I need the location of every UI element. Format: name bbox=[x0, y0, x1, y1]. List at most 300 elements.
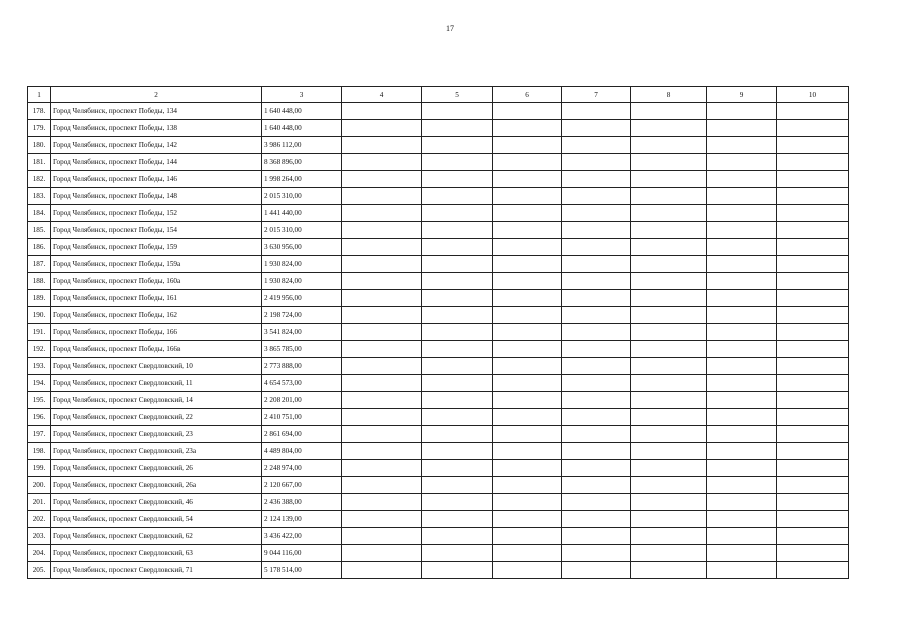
empty-cell bbox=[777, 477, 849, 494]
empty-cell bbox=[631, 120, 707, 137]
empty-cell bbox=[707, 171, 777, 188]
empty-cell bbox=[342, 171, 422, 188]
empty-cell bbox=[422, 562, 493, 579]
empty-cell bbox=[493, 222, 562, 239]
empty-cell bbox=[342, 511, 422, 528]
address-cell: Город Челябинск, проспект Свердловский, 14 bbox=[51, 392, 262, 409]
empty-cell bbox=[422, 494, 493, 511]
empty-cell bbox=[562, 103, 631, 120]
empty-cell bbox=[562, 256, 631, 273]
table-row bbox=[28, 307, 849, 324]
amount-cell: 2 773 888,00 bbox=[262, 358, 342, 375]
empty-cell bbox=[777, 137, 849, 154]
empty-cell bbox=[707, 528, 777, 545]
address-cell: Город Челябинск, проспект Победы, 146 bbox=[51, 171, 262, 188]
empty-cell bbox=[631, 341, 707, 358]
address-cell: Город Челябинск, проспект Свердловский, 54 bbox=[51, 511, 262, 528]
amount-cell: 1 441 440,00 bbox=[262, 205, 342, 222]
empty-cell bbox=[631, 171, 707, 188]
empty-cell bbox=[422, 392, 493, 409]
empty-cell bbox=[342, 358, 422, 375]
empty-cell bbox=[342, 307, 422, 324]
row-number: 183. bbox=[28, 188, 51, 205]
empty-cell bbox=[707, 205, 777, 222]
empty-cell bbox=[493, 273, 562, 290]
row-number: 186. bbox=[28, 239, 51, 256]
address-cell: Город Челябинск, проспект Победы, 160а bbox=[51, 273, 262, 290]
table-row bbox=[28, 273, 849, 290]
amount-cell: 4 654 573,00 bbox=[262, 375, 342, 392]
empty-cell bbox=[493, 511, 562, 528]
empty-cell bbox=[562, 239, 631, 256]
empty-cell bbox=[562, 137, 631, 154]
table-row bbox=[28, 545, 849, 562]
row-number: 185. bbox=[28, 222, 51, 239]
empty-cell bbox=[422, 307, 493, 324]
amount-cell: 2 248 974,00 bbox=[262, 460, 342, 477]
empty-cell bbox=[777, 443, 849, 460]
empty-cell bbox=[422, 273, 493, 290]
column-header: 6 bbox=[493, 87, 562, 103]
table-row bbox=[28, 290, 849, 307]
table-row bbox=[28, 103, 849, 120]
empty-cell bbox=[422, 222, 493, 239]
address-cell: Город Челябинск, проспект Победы, 162 bbox=[51, 307, 262, 324]
column-header: 4 bbox=[342, 87, 422, 103]
empty-cell bbox=[422, 137, 493, 154]
empty-cell bbox=[422, 443, 493, 460]
empty-cell bbox=[422, 154, 493, 171]
empty-cell bbox=[562, 120, 631, 137]
address-cell: Город Челябинск, проспект Свердловский, 22 bbox=[51, 409, 262, 426]
empty-cell bbox=[631, 256, 707, 273]
empty-cell bbox=[493, 443, 562, 460]
empty-cell bbox=[562, 205, 631, 222]
empty-cell bbox=[777, 494, 849, 511]
empty-cell bbox=[422, 545, 493, 562]
empty-cell bbox=[631, 188, 707, 205]
empty-cell bbox=[631, 273, 707, 290]
empty-cell bbox=[342, 154, 422, 171]
address-cell: Город Челябинск, проспект Победы, 148 bbox=[51, 188, 262, 205]
amount-cell: 9 044 116,00 bbox=[262, 545, 342, 562]
empty-cell bbox=[342, 103, 422, 120]
amount-cell: 1 930 824,00 bbox=[262, 256, 342, 273]
address-cell: Город Челябинск, проспект Свердловский, 10 bbox=[51, 358, 262, 375]
empty-cell bbox=[562, 426, 631, 443]
empty-cell bbox=[493, 375, 562, 392]
address-cell: Город Челябинск, проспект Свердловский, 26 bbox=[51, 460, 262, 477]
empty-cell bbox=[777, 307, 849, 324]
empty-cell bbox=[493, 205, 562, 222]
amount-cell: 2 124 139,00 bbox=[262, 511, 342, 528]
empty-cell bbox=[422, 358, 493, 375]
empty-cell bbox=[562, 154, 631, 171]
empty-cell bbox=[493, 562, 562, 579]
row-number: 192. bbox=[28, 341, 51, 358]
empty-cell bbox=[631, 103, 707, 120]
amount-cell: 3 865 785,00 bbox=[262, 341, 342, 358]
empty-cell bbox=[707, 409, 777, 426]
empty-cell bbox=[422, 341, 493, 358]
empty-cell bbox=[342, 205, 422, 222]
empty-cell bbox=[707, 562, 777, 579]
empty-cell bbox=[342, 273, 422, 290]
table-row bbox=[28, 460, 849, 477]
empty-cell bbox=[707, 494, 777, 511]
empty-cell bbox=[777, 188, 849, 205]
empty-cell bbox=[631, 477, 707, 494]
empty-cell bbox=[342, 120, 422, 137]
empty-cell bbox=[493, 307, 562, 324]
empty-cell bbox=[342, 324, 422, 341]
table-row bbox=[28, 256, 849, 273]
empty-cell bbox=[777, 120, 849, 137]
empty-cell bbox=[493, 324, 562, 341]
amount-cell: 1 998 264,00 bbox=[262, 171, 342, 188]
empty-cell bbox=[422, 256, 493, 273]
address-cell: Город Челябинск, проспект Победы, 159а bbox=[51, 256, 262, 273]
empty-cell bbox=[707, 426, 777, 443]
empty-cell bbox=[422, 324, 493, 341]
table-row bbox=[28, 205, 849, 222]
page-number: 17 bbox=[446, 24, 454, 33]
empty-cell bbox=[631, 137, 707, 154]
empty-cell bbox=[777, 103, 849, 120]
amount-cell: 3 541 824,00 bbox=[262, 324, 342, 341]
row-number: 193. bbox=[28, 358, 51, 375]
address-cell: Город Челябинск, проспект Победы, 138 bbox=[51, 120, 262, 137]
column-header: 2 bbox=[51, 87, 262, 103]
row-number: 204. bbox=[28, 545, 51, 562]
table-row bbox=[28, 239, 849, 256]
table-row bbox=[28, 137, 849, 154]
empty-cell bbox=[562, 528, 631, 545]
empty-cell bbox=[493, 154, 562, 171]
amount-cell: 2 208 201,00 bbox=[262, 392, 342, 409]
empty-cell bbox=[777, 409, 849, 426]
empty-cell bbox=[777, 290, 849, 307]
empty-cell bbox=[493, 137, 562, 154]
empty-cell bbox=[777, 426, 849, 443]
empty-cell bbox=[422, 120, 493, 137]
empty-cell bbox=[493, 256, 562, 273]
empty-cell bbox=[562, 324, 631, 341]
amount-cell: 2 198 724,00 bbox=[262, 307, 342, 324]
empty-cell bbox=[777, 511, 849, 528]
empty-cell bbox=[422, 511, 493, 528]
empty-cell bbox=[707, 154, 777, 171]
empty-cell bbox=[562, 460, 631, 477]
row-number: 181. bbox=[28, 154, 51, 171]
empty-cell bbox=[493, 239, 562, 256]
empty-cell bbox=[707, 358, 777, 375]
row-number: 198. bbox=[28, 443, 51, 460]
table-row bbox=[28, 154, 849, 171]
empty-cell bbox=[493, 341, 562, 358]
empty-cell bbox=[342, 341, 422, 358]
empty-cell bbox=[777, 205, 849, 222]
empty-cell bbox=[562, 562, 631, 579]
amount-cell: 1 930 824,00 bbox=[262, 273, 342, 290]
empty-cell bbox=[342, 545, 422, 562]
empty-cell bbox=[562, 290, 631, 307]
empty-cell bbox=[631, 443, 707, 460]
empty-cell bbox=[562, 222, 631, 239]
row-number: 203. bbox=[28, 528, 51, 545]
empty-cell bbox=[562, 341, 631, 358]
empty-cell bbox=[631, 528, 707, 545]
empty-cell bbox=[562, 171, 631, 188]
empty-cell bbox=[777, 341, 849, 358]
table-row bbox=[28, 528, 849, 545]
empty-cell bbox=[707, 290, 777, 307]
row-number: 191. bbox=[28, 324, 51, 341]
address-cell: Город Челябинск, проспект Победы, 134 bbox=[51, 103, 262, 120]
address-cell: Город Челябинск, проспект Победы, 161 bbox=[51, 290, 262, 307]
row-number: 201. bbox=[28, 494, 51, 511]
column-header: 5 bbox=[422, 87, 493, 103]
row-number: 196. bbox=[28, 409, 51, 426]
column-header: 8 bbox=[631, 87, 707, 103]
empty-cell bbox=[631, 562, 707, 579]
empty-cell bbox=[777, 545, 849, 562]
empty-cell bbox=[342, 528, 422, 545]
empty-cell bbox=[493, 358, 562, 375]
empty-cell bbox=[493, 477, 562, 494]
address-cell: Город Челябинск, проспект Свердловский, 71 bbox=[51, 562, 262, 579]
row-number: 189. bbox=[28, 290, 51, 307]
empty-cell bbox=[707, 137, 777, 154]
address-cell: Город Челябинск, проспект Победы, 142 bbox=[51, 137, 262, 154]
empty-cell bbox=[777, 358, 849, 375]
row-number: 187. bbox=[28, 256, 51, 273]
amount-cell: 2 015 310,00 bbox=[262, 222, 342, 239]
empty-cell bbox=[707, 120, 777, 137]
address-cell: Город Челябинск, проспект Свердловский, 46 bbox=[51, 494, 262, 511]
table-row bbox=[28, 443, 849, 460]
empty-cell bbox=[777, 154, 849, 171]
empty-cell bbox=[631, 324, 707, 341]
empty-cell bbox=[777, 562, 849, 579]
amount-cell: 3 436 422,00 bbox=[262, 528, 342, 545]
address-cell: Город Челябинск, проспект Победы, 154 bbox=[51, 222, 262, 239]
empty-cell bbox=[631, 392, 707, 409]
amount-cell: 2 861 694,00 bbox=[262, 426, 342, 443]
empty-cell bbox=[493, 290, 562, 307]
table-row bbox=[28, 392, 849, 409]
row-number: 202. bbox=[28, 511, 51, 528]
empty-cell bbox=[777, 171, 849, 188]
empty-cell bbox=[562, 375, 631, 392]
amount-cell: 1 640 448,00 bbox=[262, 103, 342, 120]
empty-cell bbox=[707, 341, 777, 358]
empty-cell bbox=[422, 426, 493, 443]
row-number: 200. bbox=[28, 477, 51, 494]
empty-cell bbox=[493, 392, 562, 409]
empty-cell bbox=[707, 443, 777, 460]
empty-cell bbox=[342, 188, 422, 205]
amount-cell: 2 419 956,00 bbox=[262, 290, 342, 307]
row-number: 190. bbox=[28, 307, 51, 324]
amount-cell: 2 120 667,00 bbox=[262, 477, 342, 494]
empty-cell bbox=[342, 562, 422, 579]
table-row bbox=[28, 494, 849, 511]
table-body bbox=[28, 103, 849, 579]
row-number: 178. bbox=[28, 103, 51, 120]
empty-cell bbox=[493, 171, 562, 188]
table-row bbox=[28, 409, 849, 426]
row-number: 194. bbox=[28, 375, 51, 392]
empty-cell bbox=[707, 375, 777, 392]
empty-cell bbox=[707, 511, 777, 528]
empty-cell bbox=[707, 222, 777, 239]
empty-cell bbox=[342, 256, 422, 273]
amount-cell: 3 986 112,00 bbox=[262, 137, 342, 154]
address-cell: Город Челябинск, проспект Свердловский, 23 bbox=[51, 426, 262, 443]
row-number: 179. bbox=[28, 120, 51, 137]
address-cell: Город Челябинск, проспект Победы, 166 bbox=[51, 324, 262, 341]
empty-cell bbox=[493, 545, 562, 562]
table-row bbox=[28, 375, 849, 392]
table-row bbox=[28, 171, 849, 188]
empty-cell bbox=[707, 545, 777, 562]
empty-cell bbox=[342, 409, 422, 426]
amount-cell: 2 015 310,00 bbox=[262, 188, 342, 205]
table-row bbox=[28, 188, 849, 205]
empty-cell bbox=[562, 392, 631, 409]
empty-cell bbox=[777, 392, 849, 409]
amount-cell: 5 178 514,00 bbox=[262, 562, 342, 579]
empty-cell bbox=[631, 358, 707, 375]
address-cell: Город Челябинск, проспект Победы, 144 bbox=[51, 154, 262, 171]
empty-cell bbox=[707, 256, 777, 273]
address-cell: Город Челябинск, проспект Свердловский, 23а bbox=[51, 443, 262, 460]
empty-cell bbox=[707, 392, 777, 409]
empty-cell bbox=[493, 494, 562, 511]
empty-cell bbox=[777, 273, 849, 290]
address-cell: Город Челябинск, проспект Победы, 159 bbox=[51, 239, 262, 256]
empty-cell bbox=[342, 375, 422, 392]
empty-cell bbox=[422, 290, 493, 307]
header-row bbox=[28, 87, 849, 103]
amount-cell: 1 640 448,00 bbox=[262, 120, 342, 137]
table-row bbox=[28, 426, 849, 443]
address-cell: Город Челябинск, проспект Победы, 152 bbox=[51, 205, 262, 222]
address-cell: Город Челябинск, проспект Свердловский, 62 bbox=[51, 528, 262, 545]
empty-cell bbox=[707, 324, 777, 341]
table-row bbox=[28, 222, 849, 239]
empty-cell bbox=[562, 307, 631, 324]
empty-cell bbox=[562, 409, 631, 426]
empty-cell bbox=[342, 477, 422, 494]
empty-cell bbox=[422, 409, 493, 426]
empty-cell bbox=[631, 290, 707, 307]
empty-cell bbox=[342, 426, 422, 443]
amount-cell: 4 489 804,00 bbox=[262, 443, 342, 460]
empty-cell bbox=[707, 460, 777, 477]
empty-cell bbox=[631, 460, 707, 477]
empty-cell bbox=[562, 511, 631, 528]
table-row bbox=[28, 358, 849, 375]
empty-cell bbox=[422, 460, 493, 477]
empty-cell bbox=[562, 545, 631, 562]
column-header: 1 bbox=[28, 87, 51, 103]
empty-cell bbox=[707, 273, 777, 290]
data-table bbox=[27, 86, 849, 579]
empty-cell bbox=[493, 460, 562, 477]
empty-cell bbox=[777, 222, 849, 239]
empty-cell bbox=[422, 239, 493, 256]
row-number: 205. bbox=[28, 562, 51, 579]
empty-cell bbox=[707, 477, 777, 494]
empty-cell bbox=[562, 188, 631, 205]
empty-cell bbox=[422, 188, 493, 205]
empty-cell bbox=[631, 545, 707, 562]
empty-cell bbox=[777, 375, 849, 392]
empty-cell bbox=[493, 426, 562, 443]
table-row bbox=[28, 120, 849, 137]
empty-cell bbox=[342, 239, 422, 256]
empty-cell bbox=[631, 222, 707, 239]
empty-cell bbox=[422, 477, 493, 494]
empty-cell bbox=[493, 188, 562, 205]
empty-cell bbox=[631, 409, 707, 426]
empty-cell bbox=[777, 528, 849, 545]
empty-cell bbox=[777, 256, 849, 273]
table-row bbox=[28, 477, 849, 494]
amount-cell: 8 368 896,00 bbox=[262, 154, 342, 171]
empty-cell bbox=[777, 239, 849, 256]
empty-cell bbox=[562, 477, 631, 494]
amount-cell: 2 436 388,00 bbox=[262, 494, 342, 511]
empty-cell bbox=[777, 460, 849, 477]
amount-cell: 3 630 956,00 bbox=[262, 239, 342, 256]
empty-cell bbox=[342, 290, 422, 307]
empty-cell bbox=[707, 239, 777, 256]
address-cell: Город Челябинск, проспект Свердловский, 63 bbox=[51, 545, 262, 562]
empty-cell bbox=[493, 409, 562, 426]
empty-cell bbox=[562, 443, 631, 460]
row-number: 195. bbox=[28, 392, 51, 409]
column-header: 3 bbox=[262, 87, 342, 103]
empty-cell bbox=[631, 494, 707, 511]
address-cell: Город Челябинск, проспект Свердловский, 11 bbox=[51, 375, 262, 392]
address-cell: Город Челябинск, проспект Свердловский, 26а bbox=[51, 477, 262, 494]
table-row bbox=[28, 562, 849, 579]
empty-cell bbox=[562, 358, 631, 375]
empty-cell bbox=[631, 426, 707, 443]
empty-cell bbox=[342, 392, 422, 409]
empty-cell bbox=[422, 205, 493, 222]
empty-cell bbox=[562, 494, 631, 511]
empty-cell bbox=[631, 307, 707, 324]
row-number: 184. bbox=[28, 205, 51, 222]
column-header: 9 bbox=[707, 87, 777, 103]
row-number: 199. bbox=[28, 460, 51, 477]
empty-cell bbox=[631, 154, 707, 171]
empty-cell bbox=[562, 273, 631, 290]
empty-cell bbox=[422, 528, 493, 545]
empty-cell bbox=[493, 103, 562, 120]
empty-cell bbox=[422, 171, 493, 188]
row-number: 182. bbox=[28, 171, 51, 188]
empty-cell bbox=[342, 460, 422, 477]
empty-cell bbox=[422, 103, 493, 120]
empty-cell bbox=[342, 222, 422, 239]
row-number: 180. bbox=[28, 137, 51, 154]
row-number: 188. bbox=[28, 273, 51, 290]
